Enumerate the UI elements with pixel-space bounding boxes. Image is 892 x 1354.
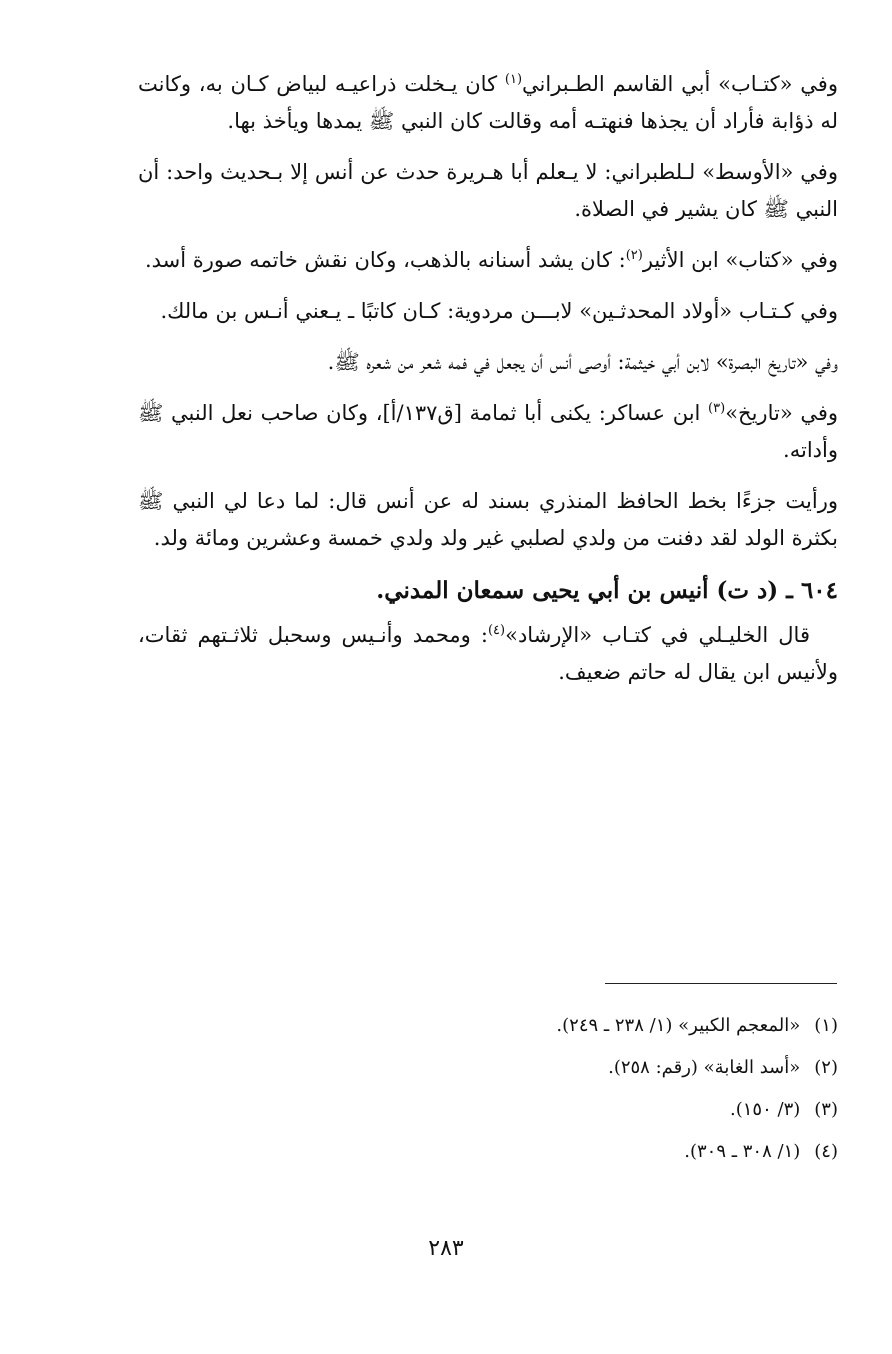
footnote-4 <box>138 1131 838 1173</box>
footnote-ref-4[interactable]: (٤) <box>487 623 506 638</box>
paragraph-text: وفي «كتـاب» أبي القاسم الطـبراني <box>522 72 838 96</box>
footnotes <box>138 1005 838 1173</box>
paragraph-tarikh-basra <box>138 344 838 381</box>
paragraph-text: وفي «تاريخ البصرة» لابن أبي خيثمة: أوصى أنس أن يجعل في فمه شعر من شعره ﷺ. <box>327 350 838 374</box>
paragraph-text: وفي «كتاب» ابن الأثير <box>642 248 838 272</box>
footnote-text: (١/ ٣٠٨ ـ ٣٠٩). <box>684 1141 801 1162</box>
paragraph-text: كان يـخلت ذراعيـه لبياض كـان به، وكانت له ذؤابة فأراد أن يجذها فنهتـه أمه وقالت كان النبي ﷺ يمدها ويأخذ بها. <box>138 72 838 133</box>
paragraph-awlad-muhaddithin <box>138 293 838 330</box>
footnote-ref-3[interactable]: (٣) <box>708 401 726 416</box>
footnote-number: (٢) <box>814 1057 838 1078</box>
page-body <box>138 66 838 705</box>
paragraph-text: : كان يشد أسنانه بالذهب، وكان نقش خاتمه صورة أسد. <box>144 248 626 272</box>
paragraph-mundhiri <box>138 483 838 557</box>
paragraph-ibn-athir <box>138 242 838 279</box>
paragraph-text: ابن عساكر: يكنى أبا ثمامة [ق١٣٧/أ]، وكان صاحب نعل النبي ﷺ وأداته. <box>138 401 838 462</box>
paragraph-khalili-irshad <box>138 617 838 691</box>
paragraph-tabarani-kabir <box>138 66 838 140</box>
footnote-ref-1[interactable]: (١) <box>504 72 523 87</box>
footnote-number: (٤) <box>814 1141 838 1162</box>
paragraph-text: وفي «الأوسط» لـلطبراني: لا يـعلم أبا هـريرة حدث عن أنس إلا بـحديث واحد: أن النبي ﷺ كان يشير في الصلاة. <box>138 160 838 221</box>
entry-heading: ٦٠٤ ـ (د ت) أنيس بن أبي يحيى سمعان المدني. <box>376 577 838 604</box>
footnote-2 <box>138 1047 838 1089</box>
footnote-separator <box>605 983 837 984</box>
footnote-1 <box>138 1005 838 1047</box>
footnote-text: «المعجم الكبير» (١/ ٢٣٨ ـ ٢٤٩). <box>556 1015 801 1036</box>
footnote-3 <box>138 1089 838 1131</box>
paragraph-tabarani-awsat <box>138 154 838 228</box>
paragraph-ibn-asakir <box>138 395 838 469</box>
paragraph-text: وفي «تاريخ» <box>725 401 838 425</box>
footnote-ref-2[interactable]: (٢) <box>625 248 643 263</box>
page-number: ٢٨٣ <box>428 1236 464 1261</box>
paragraph-text: وفي كـتـاب «أولاد المحدثـين» لابـــن مردوية: كـان كاتبًا ـ يـعني أنـس بن مالك. <box>160 299 838 323</box>
footnote-number: (١) <box>814 1015 838 1036</box>
paragraph-text: ورأيت جزءًا بخط الحافظ المنذري بسند له عن أنس قال: لما دعا لي النبي ﷺ بكثرة الولد لقد دفنت من ولدي لصلبي غير ولد ولدي خمسة وعشرين ومائة ولد. <box>138 489 838 550</box>
paragraph-text: : ومحمد وأنـيس وسحبل ثلاثـتهم ثقات، ولأنيس ابن يقال له حاتم ضعيف. <box>138 623 838 684</box>
footnote-number: (٣) <box>814 1099 838 1120</box>
footnote-text: «أسد الغابة» (رقم: ٢٥٨). <box>608 1057 801 1078</box>
paragraph-text: قال الخليـلي في كتـاب «الإرشاد» <box>505 623 810 647</box>
footnote-text: (٣/ ١٥٠). <box>730 1099 801 1120</box>
